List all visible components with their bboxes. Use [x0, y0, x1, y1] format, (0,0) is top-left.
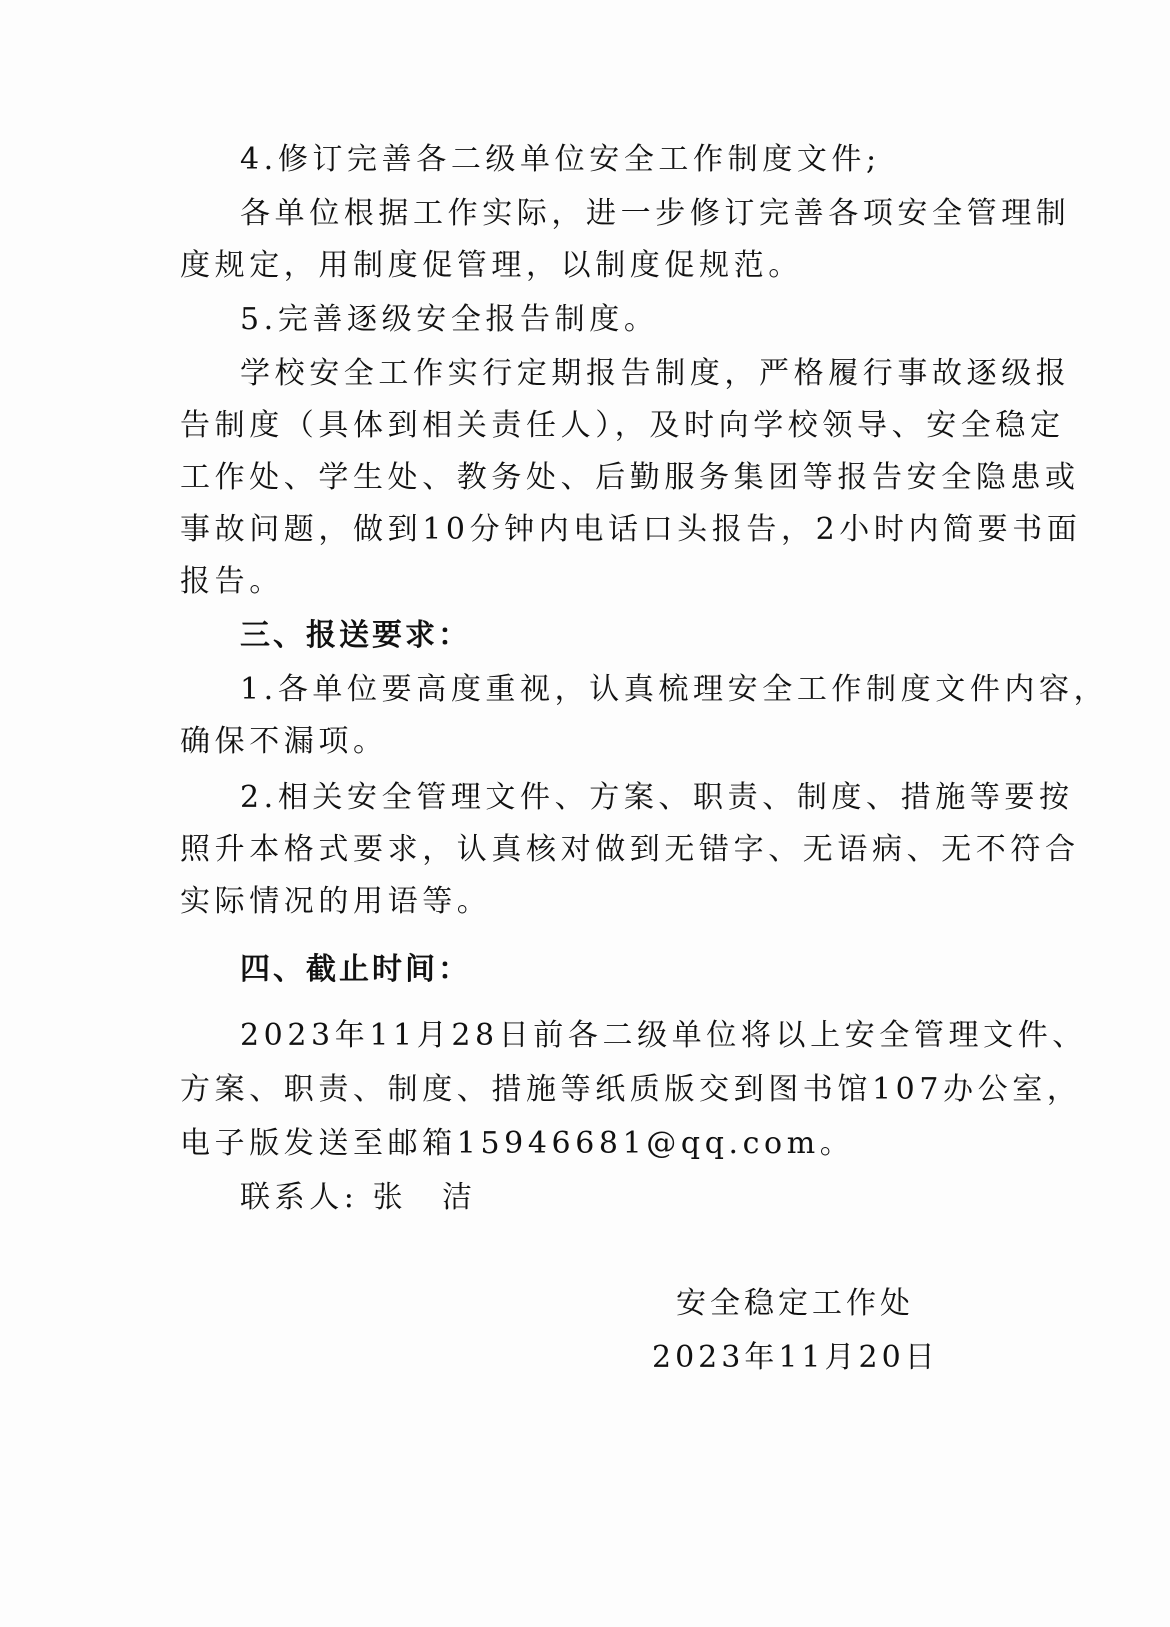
requirement-2-line-2: 照升本格式要求，认真核对做到无错字、无语病、无不符合 [180, 832, 1080, 867]
requirement-1-line-1: 1.各单位要高度重视，认真梳理安全工作制度文件内容， [240, 672, 1109, 707]
section4-heading: 四、截止时间： [240, 952, 471, 987]
requirement-1-line-2: 确保不漏项。 [180, 724, 388, 759]
item5-body-line-4: 事故问题，做到10分钟内电话口头报告，2小时内简要书面 [180, 512, 1082, 547]
item5-body-line-2: 告制度（具体到相关责任人），及时向学校领导、安全稳定 [180, 408, 1065, 443]
item5-title: 5.完善逐级安全报告制度。 [240, 302, 659, 337]
item4-body-line-1: 各单位根据工作实际，进一步修订完善各项安全管理制 [240, 196, 1071, 231]
requirement-2-line-1: 2.相关安全管理文件、方案、职责、制度、措施等要按 [240, 780, 1074, 815]
item4-body-line-2: 度规定，用制度促管理，以制度促规范。 [180, 248, 803, 283]
section3-heading: 三、报送要求： [240, 618, 471, 653]
item5-body-line-5: 报告。 [180, 564, 284, 599]
deadline-line-3: 电子版发送至邮箱15946681@qq.com。 [180, 1126, 855, 1161]
signature-organization: 安全稳定工作处 [676, 1286, 914, 1321]
requirement-2-line-3: 实际情况的用语等。 [180, 884, 492, 919]
signature-date: 2023年11月20日 [652, 1340, 939, 1375]
deadline-line-1: 2023年11月28日前各二级单位将以上安全管理文件、 [240, 1018, 1087, 1053]
contact-person: 联系人: 张 洁 [240, 1180, 477, 1215]
deadline-line-2: 方案、职责、制度、措施等纸质版交到图书馆107办公室， [180, 1072, 1082, 1107]
item4-title: 4.修订完善各二级单位安全工作制度文件; [240, 142, 881, 177]
item5-body-line-1: 学校安全工作实行定期报告制度，严格履行事故逐级报 [240, 356, 1071, 391]
item5-body-line-3: 工作处、学生处、教务处、后勤服务集团等报告安全隐患或 [180, 460, 1080, 495]
